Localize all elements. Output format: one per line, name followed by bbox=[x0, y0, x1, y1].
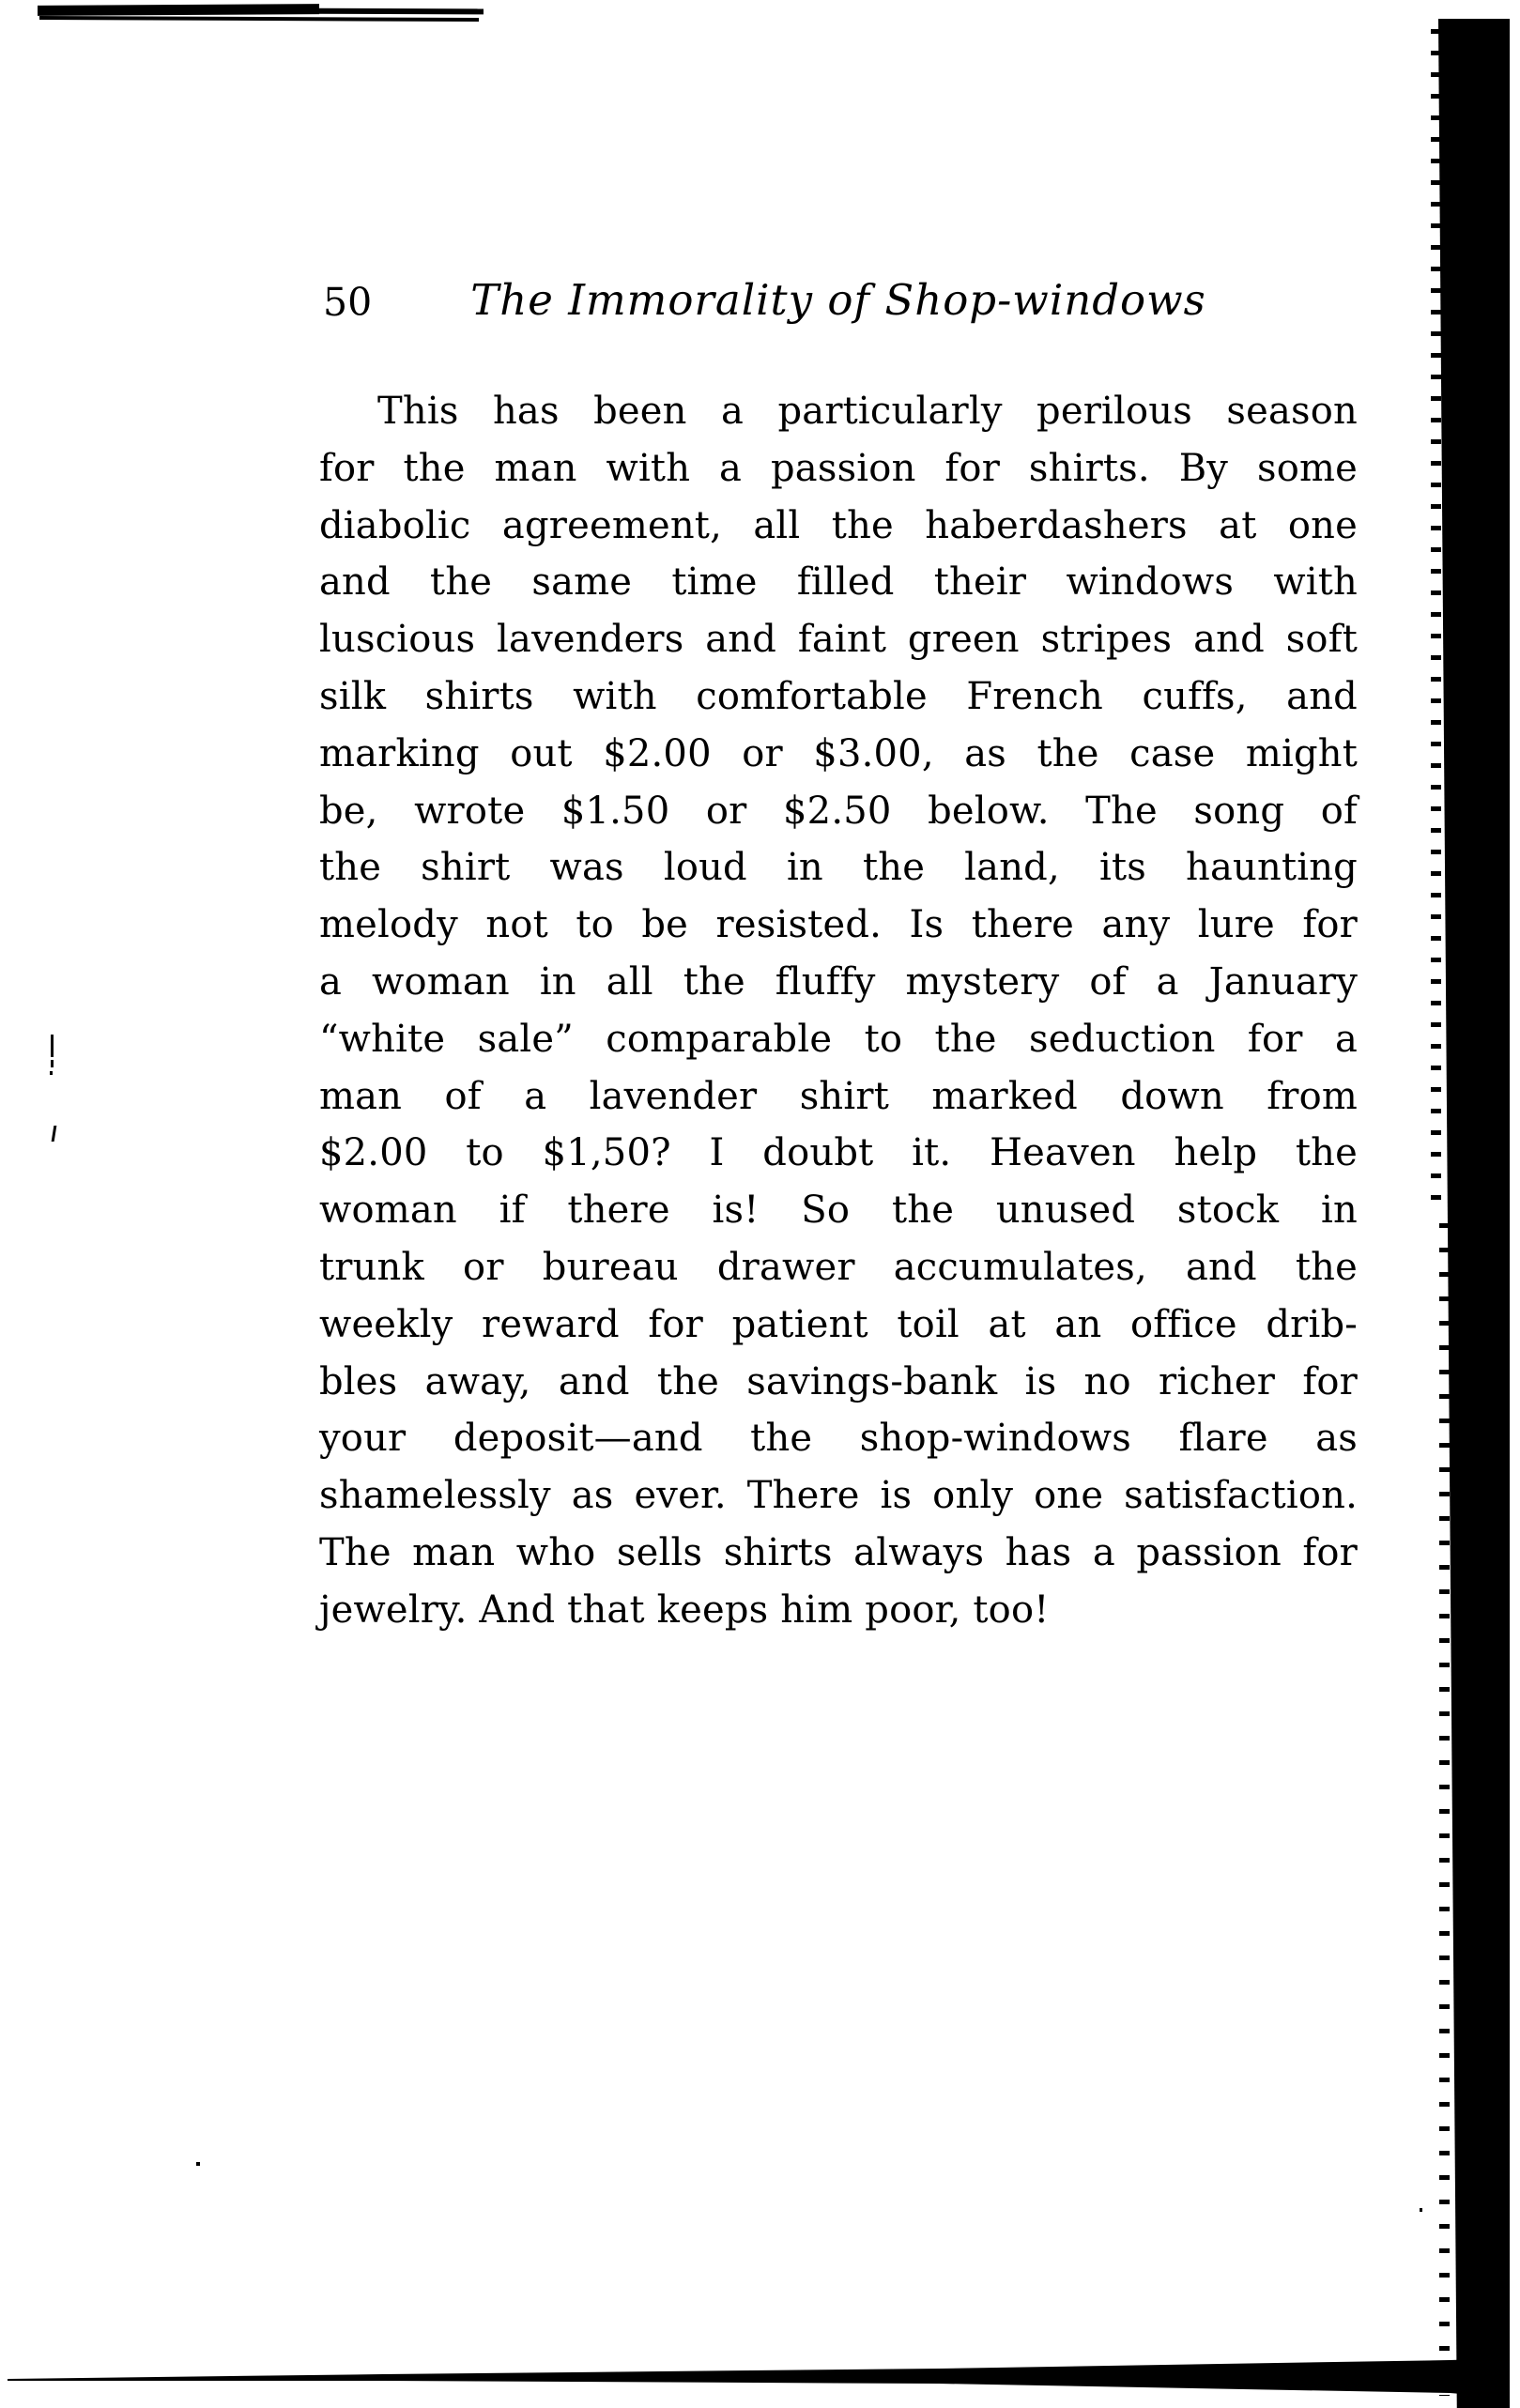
page-number: 50 bbox=[323, 280, 373, 325]
gutter-shadow-ragged-edge bbox=[1431, 21, 1441, 1213]
margin-mark-slash bbox=[52, 1126, 57, 1142]
margin-mark-line bbox=[51, 1060, 54, 1067]
text-line: trunk or bureau drawer accumulates, and the bbox=[319, 1245, 1358, 1289]
text-line: “white sale” comparable to the seduction for a bbox=[319, 1017, 1358, 1061]
text-line: woman if there is! So the unused stock in bbox=[319, 1189, 1358, 1233]
text-line: $2.00 to $1,50? I doubt it. Heaven help the bbox=[319, 1131, 1358, 1175]
text-line: This has been a particularly perilous season bbox=[377, 390, 1358, 433]
running-head-title: The Immorality of Shop-windows bbox=[470, 275, 1206, 325]
top-edge-scan-smear bbox=[39, 16, 479, 22]
body-paragraph bbox=[319, 383, 1358, 1639]
gutter-shadow-ragged-edge bbox=[1439, 1213, 1450, 2396]
top-edge-scan-smear bbox=[277, 8, 484, 15]
text-line: silk shirts with comfortable French cuffs, and bbox=[319, 674, 1358, 718]
text-line: melody not to be resisted. Is there any lure for bbox=[319, 903, 1358, 947]
bottom-edge-scan-bar bbox=[8, 2354, 1510, 2401]
text-line: The man who sells shirts always has a passion for bbox=[319, 1530, 1358, 1574]
text-line: marking out $2.00 or $3.00, as the case might bbox=[319, 731, 1358, 775]
margin-mark-dot bbox=[1420, 2208, 1422, 2212]
text-line: be, wrote $1.50 or $2.50 below. The song of bbox=[319, 789, 1358, 833]
text-line: luscious lavenders and faint green stripes and soft bbox=[319, 618, 1358, 662]
margin-mark-line bbox=[51, 1035, 54, 1057]
text-line: diabolic agreement, all the haberdashers at one bbox=[319, 503, 1358, 547]
text-line: jewelry. And that keeps him poor, too! bbox=[319, 1587, 1050, 1632]
text-line: your deposit—and the shop-windows flare as bbox=[319, 1417, 1358, 1461]
text-line: bles away, and the savings-bank is no richer for bbox=[319, 1359, 1358, 1403]
text-line: for the man with a passion for shirts. By some bbox=[319, 446, 1358, 490]
margin-mark-dot bbox=[196, 2162, 200, 2166]
text-line: the shirt was loud in the land, its haunting bbox=[319, 846, 1358, 890]
text-line: and the same time filled their windows with bbox=[319, 560, 1358, 605]
text-line: a woman in all the fluffy mystery of a January bbox=[319, 959, 1358, 1004]
text-line: shamelessly as ever. There is only one satisfaction. bbox=[319, 1474, 1358, 1518]
text-line: weekly reward for patient toil at an office drib- bbox=[319, 1302, 1358, 1346]
text-line: man of a lavender shirt marked down from bbox=[319, 1074, 1358, 1118]
margin-mark-dot bbox=[50, 1071, 53, 1075]
